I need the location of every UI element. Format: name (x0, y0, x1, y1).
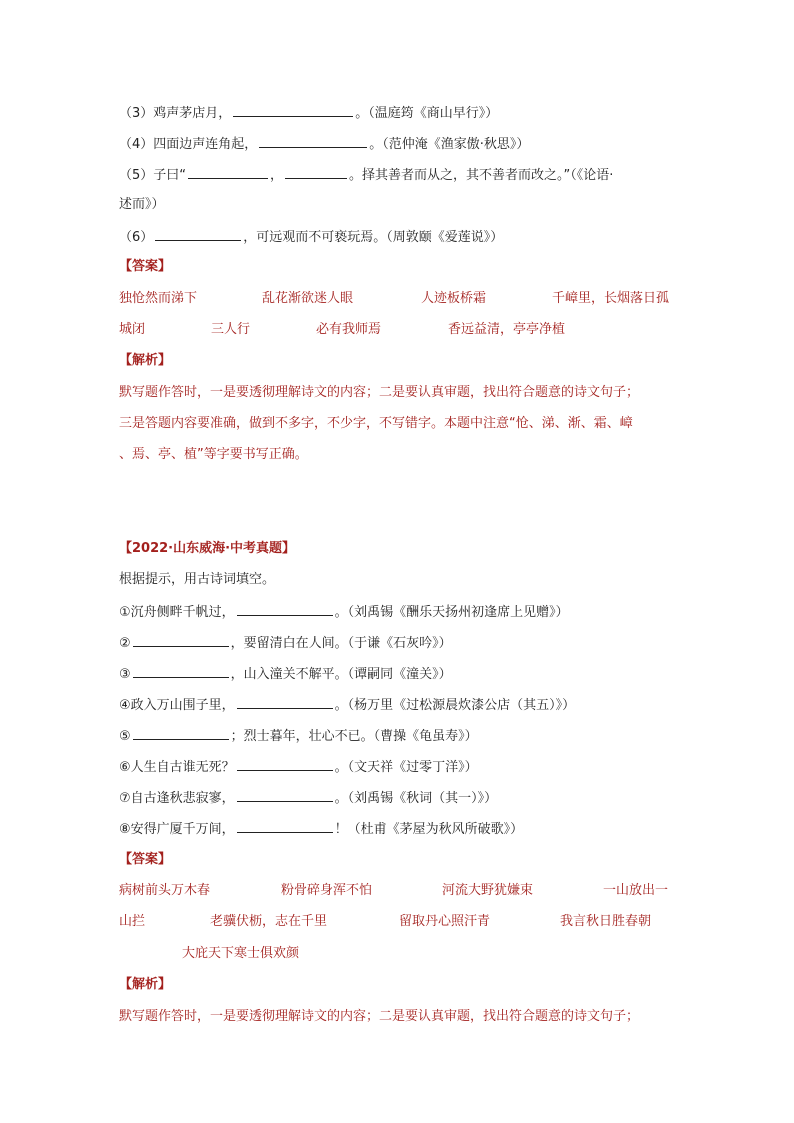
question-prompt: 根据提示，用古诗词填空。 (119, 572, 276, 587)
answer-blank[interactable] (237, 601, 333, 616)
q2-item-1: ①沉舟侧畔千帆过， 。（刘禹锡《酬乐天扬州初逢席上见赠》） (119, 601, 569, 621)
q2-item-5: ⑤ ；烈士暮年，壮心不已。（曹操《龟虽寿》） (119, 725, 478, 745)
q1-item-3: （3）鸡声茅店月， 。（温庭筠《商山早行》） (119, 102, 498, 122)
q1-item-4: （4）四面边声连角起， 。（范仲淹《渔家傲·秋思》） (119, 133, 529, 153)
answer-item: 三人行 (211, 322, 251, 337)
q2-item-7: ⑦自古逢秋悲寂寥， 。（刘禹锡《秋词（其一）》） (119, 787, 497, 807)
q2-item-8: ⑧安得广厦千万间， ！（杜甫《茅屋为秋风所破歌》） (119, 818, 523, 838)
answer-item: 粉骨碎身浑不怕 (281, 883, 373, 898)
q2-item-3: ③ ，山入潼关不解平。（谭嗣同《潼关》） (119, 663, 452, 683)
answer-item: 香远益清，亭亭净植 (448, 322, 566, 337)
answer-item: 病树前头万木春 (119, 883, 211, 898)
q2-item-6: ⑥人生自古谁无死？ 。（文天祥《过零丁洋》） (119, 756, 478, 776)
analysis-text: 三是答题内容要准确，做到不多字，不少字，不写错字。本题中注意“怆、涕、渐、霜、嶂 (119, 416, 633, 431)
answer-blank[interactable] (133, 663, 229, 678)
q2-item-2: ② ，要留清白在人间。（于谦《石灰吟》） (119, 632, 452, 652)
analysis-text: 默写题作答时，一是要透彻理解诗文的内容；二是要认真审题，找出符合题意的诗文句子； (119, 1009, 640, 1024)
answer-blank[interactable] (188, 164, 268, 179)
answer-item: 人迹板桥霜 (421, 291, 487, 306)
answer-item: 老骥伏枥，志在千里 (210, 914, 328, 929)
q2-item-4: ④政入万山围子里， 。（杨万里《过松源晨炊漆公店（其五）》） (119, 694, 575, 714)
answer-blank[interactable] (259, 133, 367, 148)
answer-blank[interactable] (233, 102, 353, 117)
answer-item: 独怆然而涕下 (119, 291, 198, 306)
analysis-label: 【解析】 (119, 353, 172, 368)
answer-blank[interactable] (133, 632, 229, 647)
answer-item: 留取丹心照汗青 (399, 914, 491, 929)
answer-blank[interactable] (237, 787, 333, 802)
analysis-text: 、焉、亭、植”等字要书写正确。 (119, 447, 308, 462)
answer-blank[interactable] (133, 725, 229, 740)
answer-blank[interactable] (237, 818, 333, 833)
answer-blank[interactable] (155, 226, 241, 241)
answer-blank[interactable] (237, 694, 333, 709)
q1-item-5: （5）子曰“ ， 。择其善者而从之，其不善者而改之。”（《论语· (119, 164, 613, 184)
q1-item-6: （6） ，可远观而不可亵玩焉。（周敦颐《爱莲说》） (119, 226, 503, 246)
answer-label: 【答案】 (119, 852, 172, 867)
question-source: 【2022·山东威海·中考真题】 (119, 541, 296, 556)
answer-item: 乱花渐欲迷人眼 (262, 291, 354, 306)
q1-item-5-cont: 述而》） (119, 197, 165, 212)
answer-item: 河流大野犹嫌束 (442, 883, 534, 898)
answer-item: 城闭 (119, 322, 146, 337)
answer-blank[interactable] (237, 756, 333, 771)
answer-label: 【答案】 (119, 259, 172, 274)
answer-item: 我言秋日胜春朝 (560, 914, 652, 929)
answer-item: 千嶂里，长烟落日孤 (552, 291, 670, 306)
answer-blank[interactable] (285, 164, 347, 179)
answer-item: 必有我师焉 (316, 322, 382, 337)
answer-item: 大庇天下寒士俱欢颜 (182, 946, 300, 961)
answer-item: 一山放出一 (603, 883, 669, 898)
analysis-text: 默写题作答时，一是要透彻理解诗文的内容；二是要认真审题，找出符合题意的诗文句子； (119, 385, 640, 400)
analysis-label: 【解析】 (119, 977, 172, 992)
answer-item: 山拦 (119, 914, 146, 929)
